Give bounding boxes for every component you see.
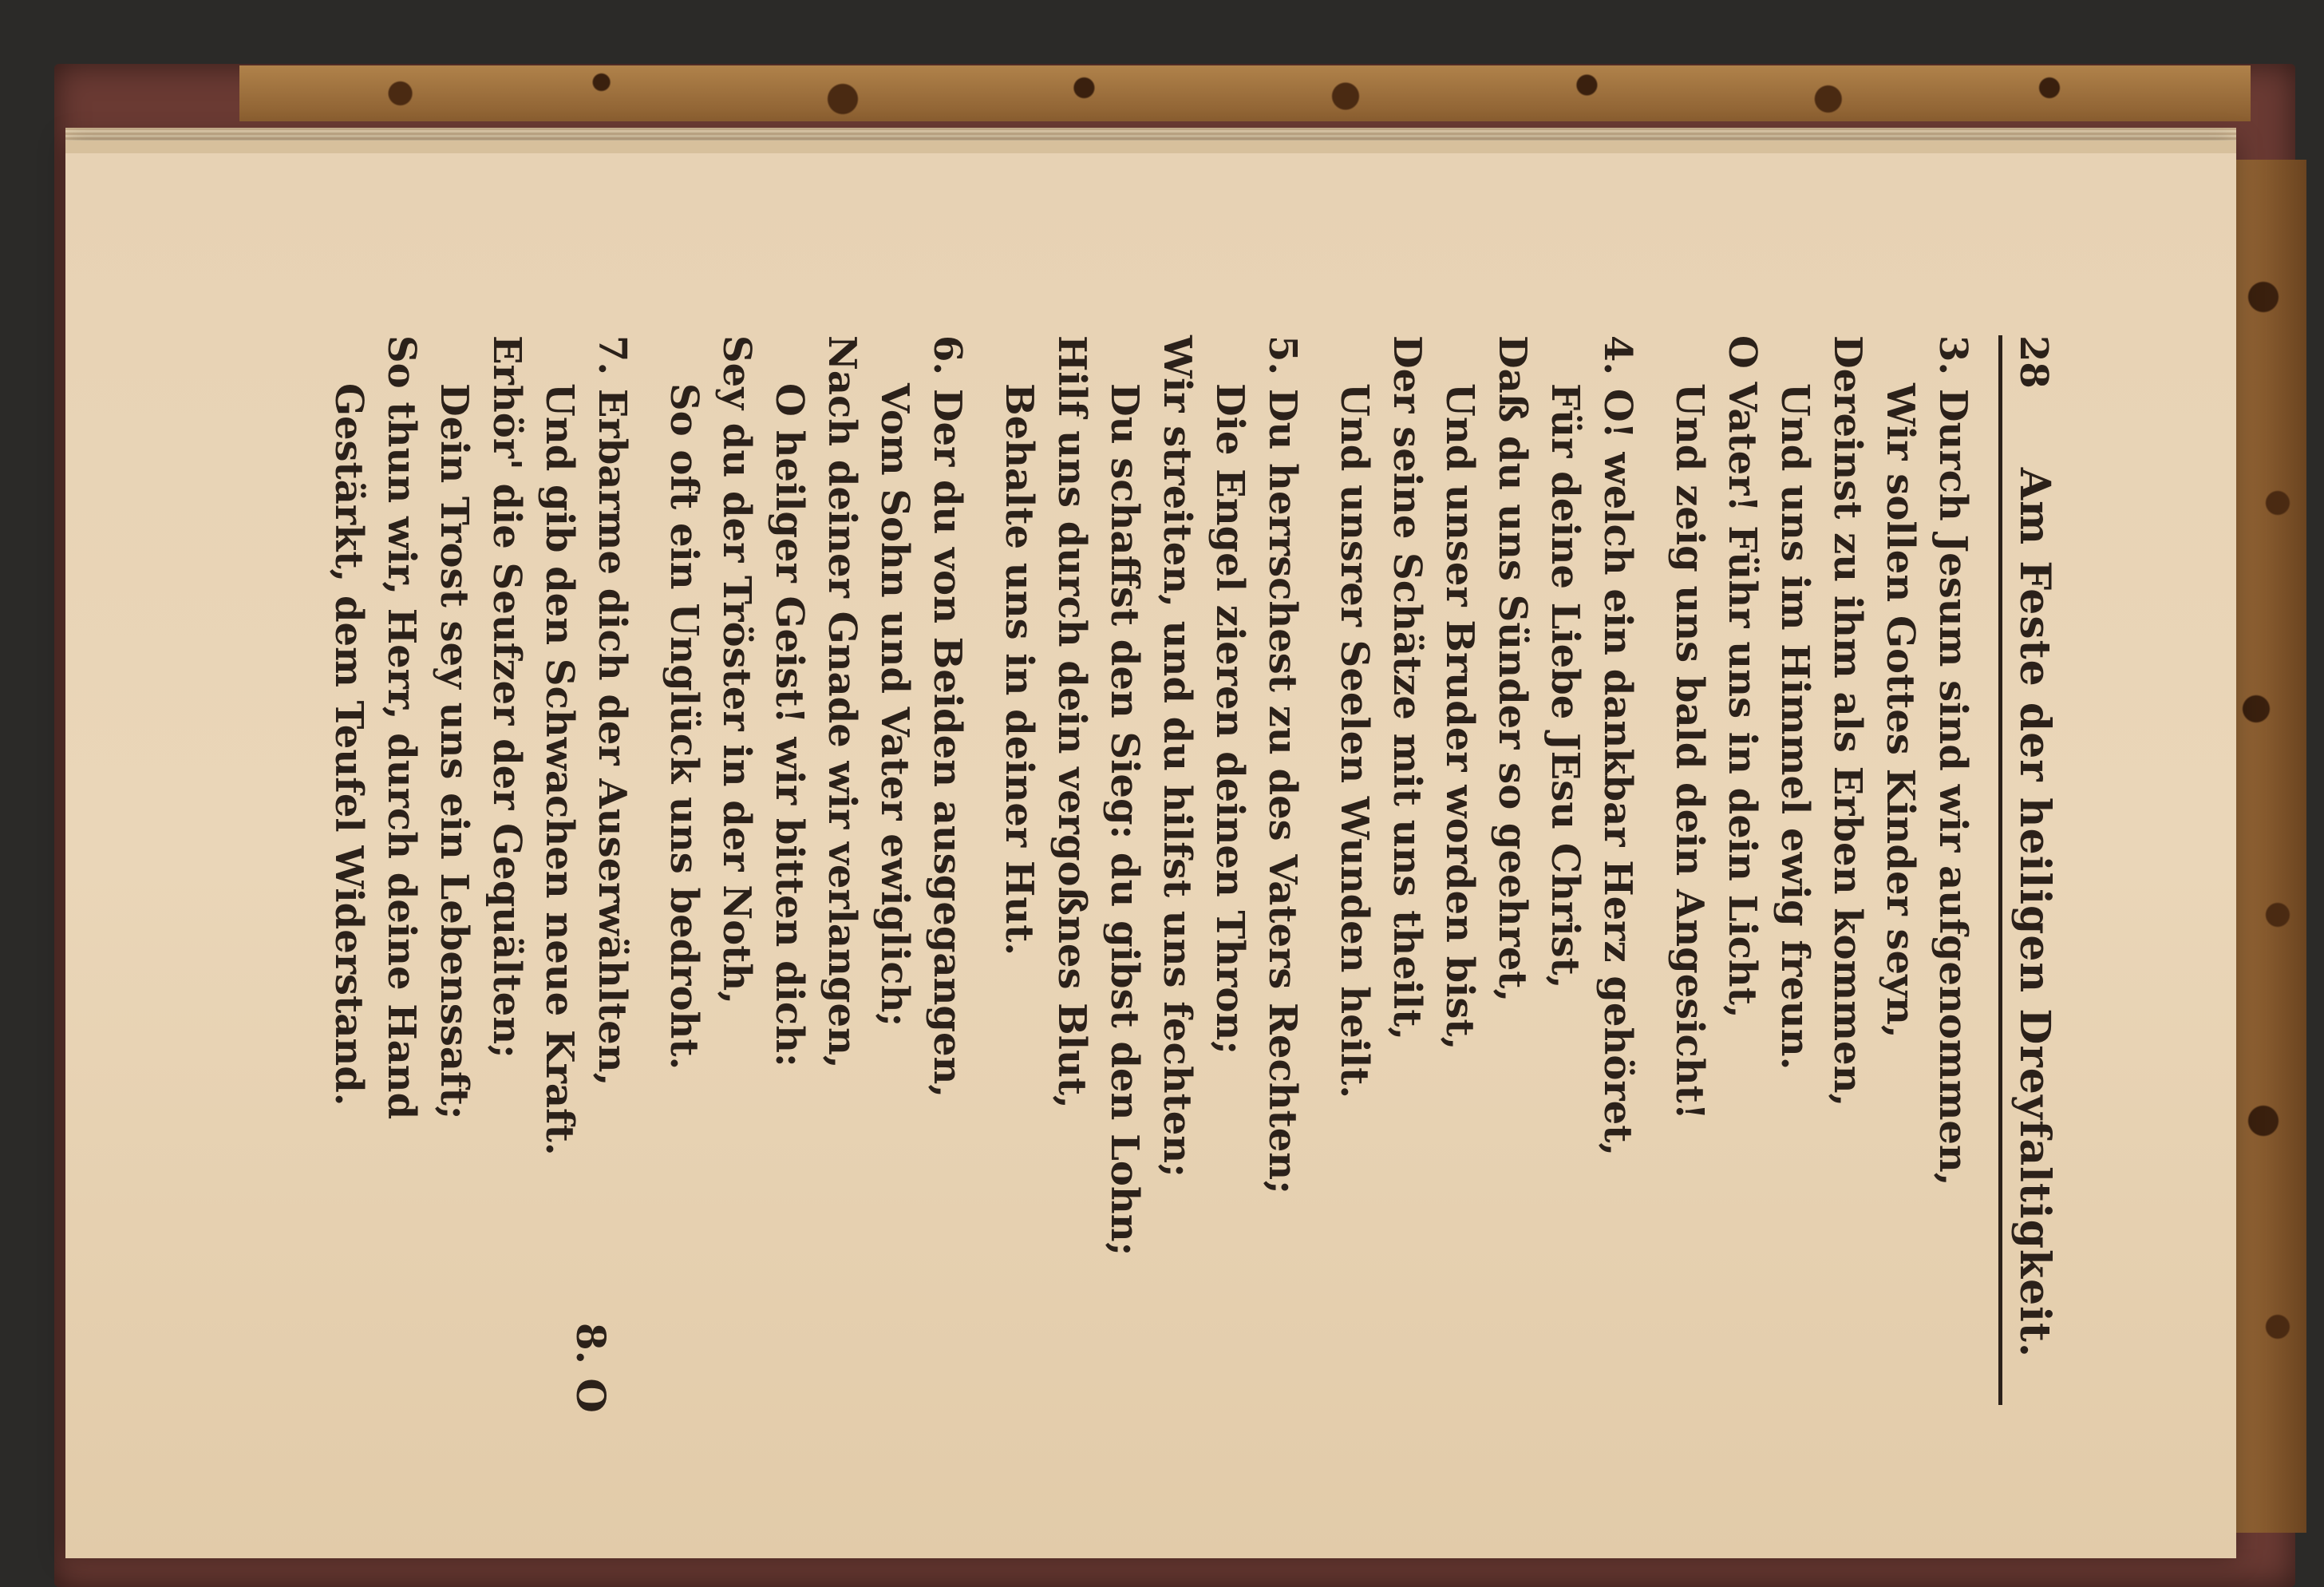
verse-line: O heilger Geist! wir bitten dich:: [767, 383, 812, 1067]
hymn-stanzas: [322, 335, 1979, 1445]
verse-line: 5. Du herrschest zu des Vaters Rechten;: [1260, 335, 1305, 1194]
verse-line: So thun wir, Herr, durch deine Hand: [379, 335, 424, 1120]
verse-line: 4. O! welch ein dankbar Herz gehöret,: [1595, 335, 1640, 1157]
verse-line: So oft ein Unglück uns bedroht.: [662, 383, 706, 1071]
verse-line: Und unser Bruder worden bist,: [1437, 383, 1482, 1051]
verse-line: Behalte uns in deiner Hut.: [997, 383, 1041, 956]
verse-line: O Vater! Führ uns in dein Licht,: [1720, 335, 1765, 1019]
page-text: [223, 335, 2059, 1445]
verse-line: Hilf uns durch dein vergoßnes Blut,: [1049, 335, 1094, 1109]
verse-line: Und uns im Himmel ewig freun.: [1773, 383, 1817, 1071]
catchword: 8. O: [567, 1322, 615, 1413]
verse-line: 7. Erbarme dich der Auserwählten,: [590, 335, 634, 1086]
stanza: [322, 335, 638, 1445]
verse-line: Und unsrer Seelen Wunden heilt.: [1332, 383, 1377, 1099]
verse-line: Sey du der Tröster in der Noth,: [714, 335, 759, 1004]
verse-line: 6. Der du von Beiden ausgegangen,: [925, 335, 970, 1098]
verse-line: Nach deiner Gnade wir verlangen,: [820, 335, 864, 1069]
running-title: Am Feste der heiligen Dreyfaltigkeit.: [2010, 467, 2059, 1359]
verse-line: Wir sollen Gottes Kinder seyn,: [1878, 383, 1923, 1039]
verse-line: Wir streiten, und du hilfst uns fechten;: [1155, 335, 1200, 1177]
stanza: [1328, 335, 1644, 1445]
verse-line: Dein Trost sey uns ein Lebenssaft;: [432, 383, 476, 1120]
verse-line: Erhör' die Seufzer der Gequälten;: [484, 335, 529, 1059]
stanza: [658, 335, 974, 1445]
verse-line: Dereinst zu ihm als Erben kommen,: [1825, 335, 1870, 1107]
page-number: 28: [2011, 335, 2056, 389]
verse-line: Vom Sohn und Vater ewiglich;: [872, 383, 917, 1027]
verse-line: Für deine Liebe JEsu Christ,: [1543, 383, 1587, 989]
marbled-edge-right: [2235, 160, 2306, 1533]
marbled-edge-top: [239, 65, 2251, 121]
verse-line: Daß du uns Sünder so geehret,: [1490, 335, 1535, 1003]
verse-line: Der seine Schätze mit uns theilt,: [1385, 335, 1429, 1041]
verse-line: Und zeig uns bald dein Angesicht!: [1667, 383, 1712, 1120]
verse-line: Die Engel zieren deinen Thron;: [1207, 383, 1252, 1055]
verse-line: 3. Durch Jesum sind wir aufgenommen,: [1931, 335, 1975, 1186]
verse-line: Gestärkt, dem Teufel Widerstand.: [326, 383, 371, 1106]
verse-line: Und gib den Schwachen neue Kraft.: [537, 383, 582, 1156]
stanza: [993, 335, 1309, 1445]
verse-line: Du schaffst den Sieg: du gibst den Lohn;: [1102, 383, 1147, 1257]
stanza: [1663, 335, 1979, 1445]
page-header: [1998, 335, 2059, 1405]
